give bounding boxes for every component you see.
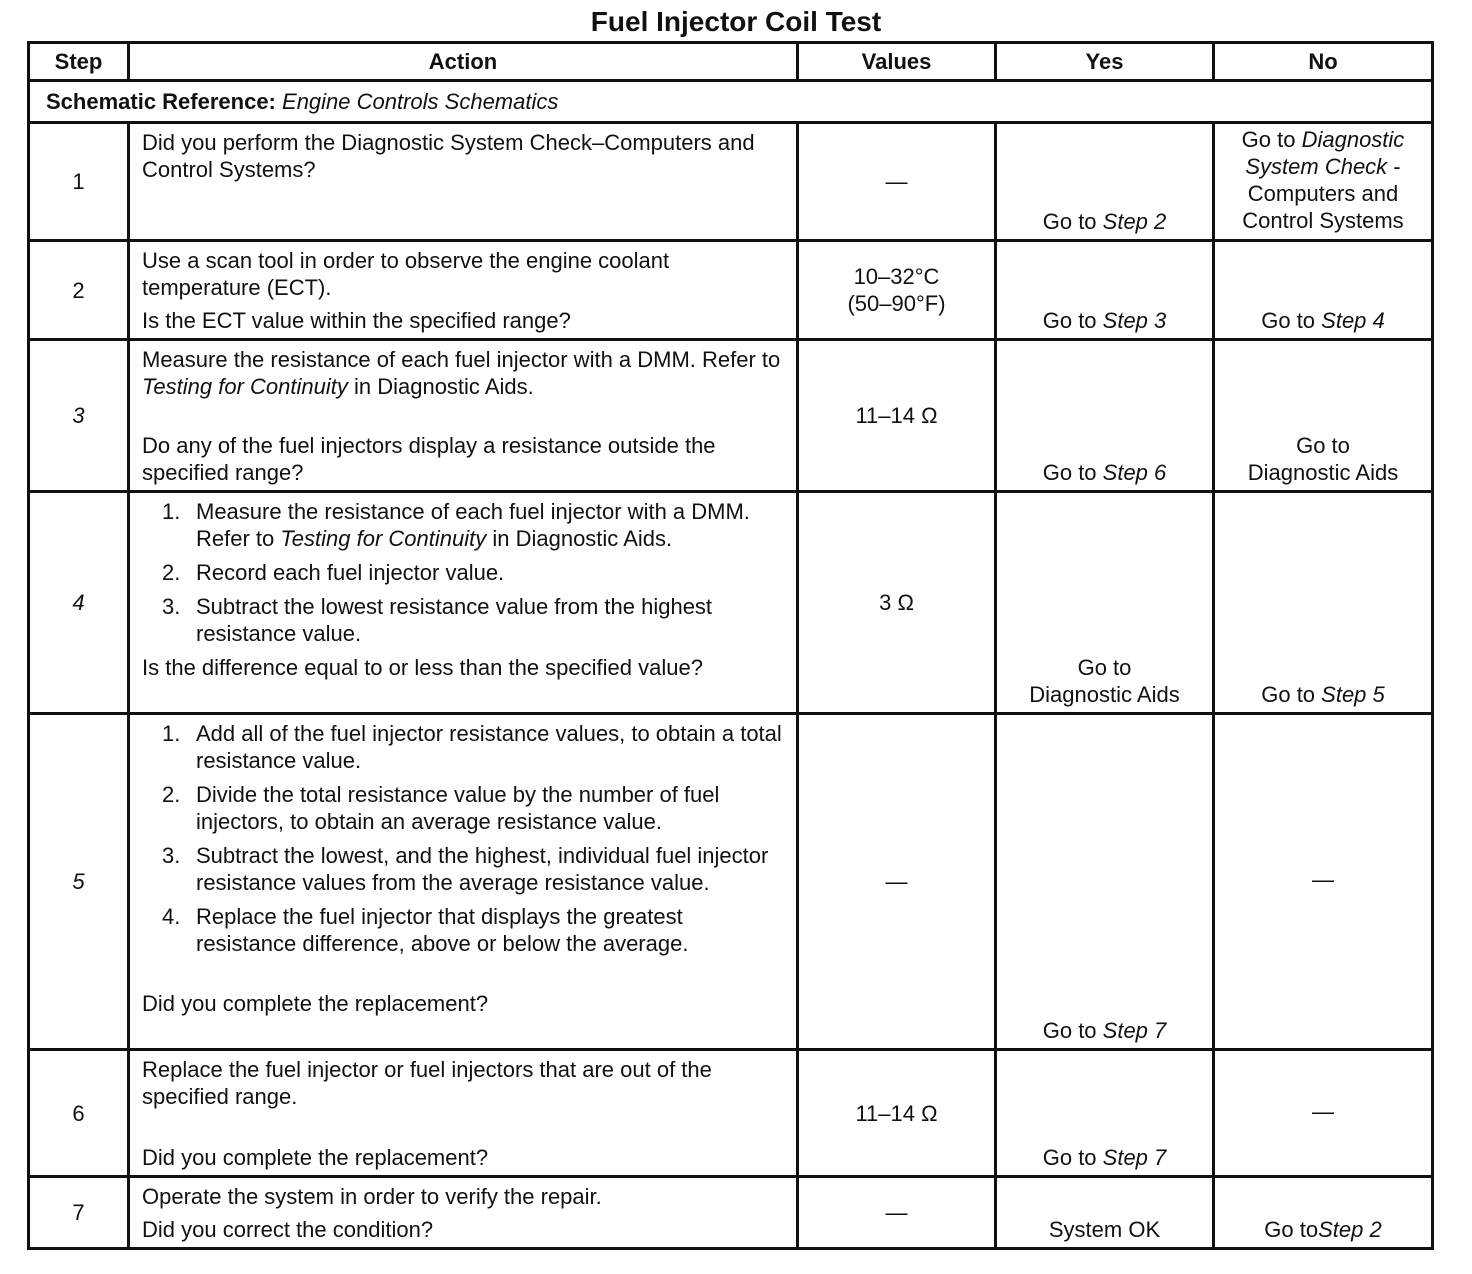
yes-cell — [996, 340, 1214, 492]
yes-cell — [996, 1050, 1214, 1177]
no-line: Go to — [1296, 433, 1350, 458]
yes-prefix: Go to — [1042, 1018, 1103, 1043]
no-prefix: Go to — [1261, 308, 1322, 333]
list-item-number: 1. — [162, 499, 181, 524]
table-row — [29, 241, 1433, 340]
list-item — [162, 593, 786, 647]
yes-cell: System OK — [996, 1177, 1214, 1249]
schematic-reference — [29, 81, 1433, 123]
yes-link[interactable]: Step 7 — [1102, 1145, 1167, 1170]
header-step: Step — [29, 43, 129, 81]
list-item-text: Record each fuel injector value. — [196, 560, 505, 585]
yes-prefix: Go to — [1042, 460, 1103, 485]
list-item-text: Add all of the fuel injector resistance values, to obtain a total resistance value. — [196, 721, 782, 773]
step-number: 6 — [29, 1050, 129, 1177]
values-line: (50–90°F) — [847, 291, 946, 316]
action-list — [142, 720, 786, 957]
list-item-number: 2. — [162, 560, 181, 585]
action-question: Did you complete the replacement? — [142, 1145, 489, 1170]
yes-line: Go to — [1077, 655, 1132, 680]
table-row — [29, 492, 1433, 714]
step-number: 2 — [29, 241, 129, 340]
yes-link[interactable]: Step 2 — [1102, 209, 1167, 234]
list-item — [162, 842, 786, 896]
action-text: Did you perform the Diagnostic System Check–Computers and Control Systems? — [142, 130, 755, 182]
action-question: Is the ECT value within the specified range? — [142, 308, 571, 333]
action-cell — [129, 123, 798, 241]
action-cell — [129, 241, 798, 340]
header-row — [29, 43, 1433, 81]
yes-prefix: Go to — [1042, 1145, 1103, 1170]
list-item-number: 4. — [162, 904, 181, 929]
step-number: 4 — [29, 492, 129, 714]
list-item-text: Subtract the lowest, and the highest, individual fuel injector resistance values from the average resistance value. — [196, 843, 769, 895]
no-link[interactable]: Step 5 — [1321, 682, 1385, 707]
values-cell: 3 Ω — [798, 492, 996, 714]
no-cell: — — [1214, 714, 1433, 1050]
step-number: 5 — [29, 714, 129, 1050]
no-link[interactable]: Diagnostic Aids — [1247, 460, 1399, 485]
values-cell: 11–14 Ω — [798, 1050, 996, 1177]
no-suffix: - Computers and Control Systems — [1242, 154, 1404, 233]
action-question: Did you complete the replacement? — [142, 991, 489, 1016]
action-question: Do any of the fuel injectors display a resistance outside the specified range? — [142, 433, 716, 485]
list-item-post: in Diagnostic Aids. — [486, 526, 673, 551]
header-no: No — [1214, 43, 1433, 81]
no-prefix: Go to — [1264, 1217, 1319, 1242]
action-cell — [129, 1050, 798, 1177]
list-item-text: Subtract the lowest resistance value from the highest resistance value. — [196, 594, 713, 646]
list-item-pre: Measure the resistance of each fuel injector with a DMM. Refer to — [196, 499, 750, 551]
values-cell: — — [798, 123, 996, 241]
values-cell: — — [798, 714, 996, 1050]
list-item — [162, 720, 786, 774]
page-title: Fuel Injector Coil Test — [590, 6, 882, 37]
step-number: 7 — [29, 1177, 129, 1249]
values-cell — [798, 241, 996, 340]
table-row — [29, 1050, 1433, 1177]
values-cell: — — [798, 1177, 996, 1249]
list-item-number: 1. — [162, 721, 181, 746]
action-question: Did you correct the condition? — [142, 1217, 434, 1242]
yes-cell — [996, 241, 1214, 340]
action-text-pre: Measure the resistance of each fuel injector with a DMM. Refer to — [142, 347, 781, 372]
schematic-row — [29, 81, 1433, 123]
action-cell — [129, 340, 798, 492]
table-row — [29, 1177, 1433, 1249]
yes-link[interactable]: Diagnostic Aids — [1029, 682, 1180, 707]
list-item-text: Replace the fuel injector that displays the greatest resistance difference, above or below the average. — [196, 904, 689, 956]
yes-cell — [996, 492, 1214, 714]
table-row — [29, 123, 1433, 241]
no-cell: — — [1214, 1050, 1433, 1177]
no-link[interactable]: Step 4 — [1321, 308, 1385, 333]
action-cell — [129, 1177, 798, 1249]
action-link[interactable]: Testing for Continuity — [142, 374, 348, 399]
no-link[interactable]: Step 2 — [1318, 1217, 1382, 1242]
action-link[interactable]: Testing for Continuity — [280, 526, 487, 551]
table-row — [29, 714, 1433, 1050]
list-item — [162, 498, 786, 552]
no-cell — [1214, 123, 1433, 241]
yes-link[interactable]: Step 3 — [1102, 308, 1167, 333]
list-item-text — [196, 498, 786, 552]
no-cell — [1214, 340, 1433, 492]
yes-link[interactable]: Step 6 — [1102, 460, 1167, 485]
values-line: 10–32°C — [853, 264, 940, 289]
diagnostic-table — [27, 41, 1434, 1250]
action-text — [142, 346, 786, 400]
no-cell — [1214, 1177, 1433, 1249]
action-text: Use a scan tool in order to observe the engine coolant temperature (ECT). — [142, 248, 670, 300]
schematic-label: Schematic Reference: — [46, 89, 276, 114]
values-cell: 11–14 Ω — [798, 340, 996, 492]
yes-cell — [996, 123, 1214, 241]
no-cell — [1214, 492, 1433, 714]
action-cell — [129, 714, 798, 1050]
yes-link[interactable]: Step 7 — [1102, 1018, 1167, 1043]
action-list — [142, 498, 786, 647]
list-item-number: 3. — [162, 843, 181, 868]
list-item — [162, 559, 786, 586]
yes-cell — [996, 714, 1214, 1050]
list-item-text: Divide the total resistance value by the number of fuel injectors, to obtain an average resistance value. — [196, 782, 720, 834]
no-prefix: Go to — [1241, 127, 1302, 152]
header-yes: Yes — [996, 43, 1214, 81]
schematic-link[interactable]: Engine Controls Schematics — [282, 89, 559, 114]
step-number: 3 — [29, 340, 129, 492]
action-question: Is the difference equal to or less than the specified value? — [142, 655, 703, 680]
list-item — [162, 781, 786, 835]
list-item-number: 2. — [162, 782, 181, 807]
step-number: 1 — [29, 123, 129, 241]
action-cell — [129, 492, 798, 714]
header-action: Action — [129, 43, 798, 81]
list-item-number: 3. — [162, 594, 181, 619]
no-cell — [1214, 241, 1433, 340]
no-prefix: Go to — [1261, 682, 1322, 707]
header-values: Values — [798, 43, 996, 81]
table-row — [29, 340, 1433, 492]
yes-prefix: Go to — [1042, 209, 1103, 234]
no-link[interactable]: Diagnostic System Check — [1245, 127, 1405, 179]
action-text-post: in Diagnostic Aids. — [347, 374, 534, 399]
action-text: Operate the system in order to verify the repair. — [142, 1184, 602, 1209]
yes-prefix: Go to — [1042, 308, 1103, 333]
action-text: Replace the fuel injector or fuel injectors that are out of the specified range. — [142, 1057, 712, 1109]
list-item — [162, 903, 786, 957]
